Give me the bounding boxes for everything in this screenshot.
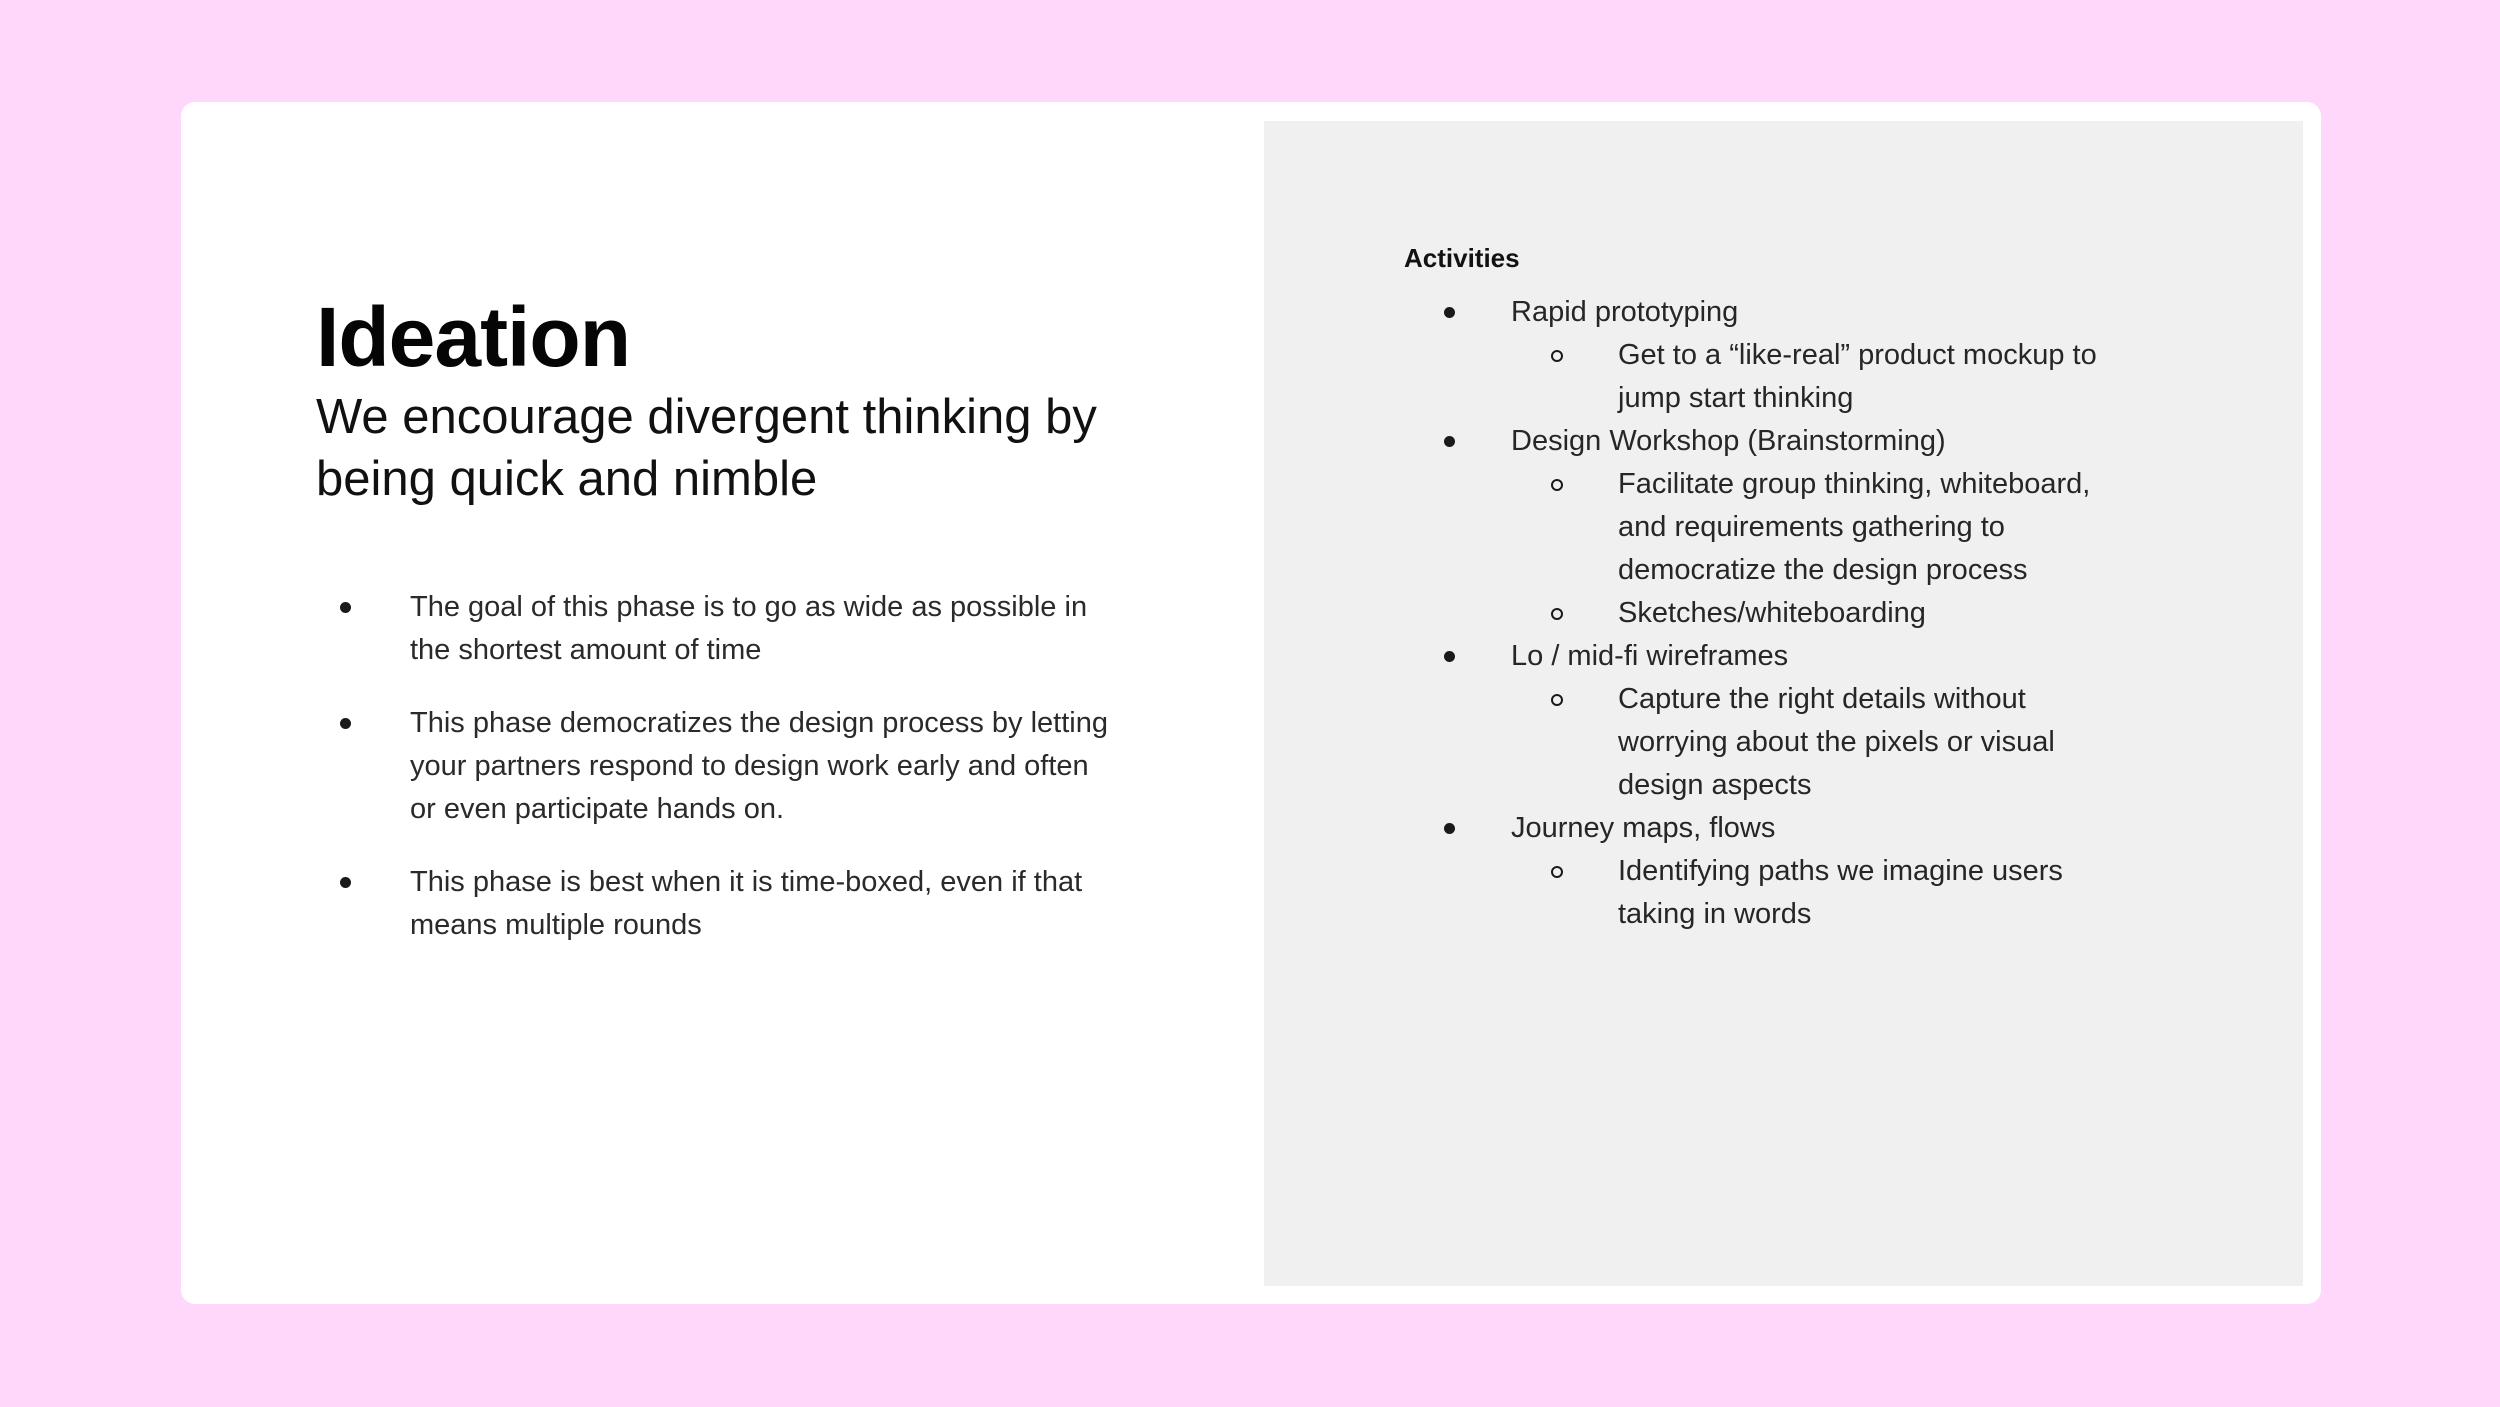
bullet-icon: [1444, 307, 1455, 318]
bullet-text: This phase is best when it is time-boxed, even if that means multiple rounds: [410, 866, 1083, 941]
slide-card: [181, 102, 2321, 1304]
intro-column: [316, 292, 1176, 977]
page-subtitle: We encourage divergent thinking by being quick and nimble: [316, 390, 1097, 506]
bullet-icon: [340, 718, 351, 729]
activity-sublist: [1511, 463, 2164, 635]
activity-subitem: [1511, 463, 2098, 592]
activity-label: Rapid prototyping: [1511, 296, 1739, 328]
activity-subitem-text: Facilitate group thinking, whiteboard, and requirements gathering to democratize the design process: [1618, 468, 2091, 586]
page-title: Ideation: [316, 290, 631, 384]
hollow-bullet-icon: [1551, 350, 1563, 362]
activity-label: Lo / mid-fi wireframes: [1511, 640, 1789, 672]
hollow-bullet-icon: [1551, 694, 1563, 706]
list-item: [316, 586, 1116, 672]
bullet-icon: [1444, 823, 1455, 834]
activity-subitem: [1511, 850, 2098, 936]
activities-section: [1404, 238, 2164, 936]
bullet-text: The goal of this phase is to go as wide as possible in the shortest amount of time: [410, 591, 1088, 666]
bullet-icon: [340, 602, 351, 613]
activity-item: [1404, 420, 2164, 635]
activities-list: [1404, 291, 2164, 936]
activities-heading: Activities: [1404, 243, 1520, 273]
activities-panel: [1264, 121, 2303, 1286]
bullet-text: This phase democratizes the design process by letting your partners respond to design work early and often or even participate hands on.: [410, 707, 1108, 825]
activity-item: [1404, 807, 2164, 936]
hollow-bullet-icon: [1551, 479, 1563, 491]
activity-subitem-text: Sketches/whiteboarding: [1618, 597, 1926, 629]
activity-sublist: [1511, 678, 2164, 807]
activity-subitem-text: Identifying paths we imagine users taking in words: [1618, 855, 2063, 930]
activity-subitem: [1511, 334, 2098, 420]
activity-sublist: [1511, 850, 2164, 936]
activity-item: [1404, 291, 2164, 420]
activity-subitem-text: Get to a “like-real” product mockup to jump start thinking: [1618, 339, 2097, 414]
activity-label: Journey maps, flows: [1511, 812, 1776, 844]
bullet-icon: [1444, 436, 1455, 447]
activity-sublist: [1511, 334, 2164, 420]
hollow-bullet-icon: [1551, 608, 1563, 620]
activity-item: [1404, 635, 2164, 807]
activity-subitem: [1511, 678, 2098, 807]
list-item: [316, 861, 1116, 947]
activity-label: Design Workshop (Brainstorming): [1511, 425, 1946, 457]
bullet-icon: [340, 877, 351, 888]
activity-subitem: [1511, 592, 2098, 635]
hollow-bullet-icon: [1551, 866, 1563, 878]
intro-bullet-list: [316, 586, 1116, 947]
bullet-icon: [1444, 651, 1455, 662]
activity-subitem-text: Capture the right details without worrying about the pixels or visual design aspects: [1618, 683, 2055, 801]
list-item: [316, 702, 1116, 831]
